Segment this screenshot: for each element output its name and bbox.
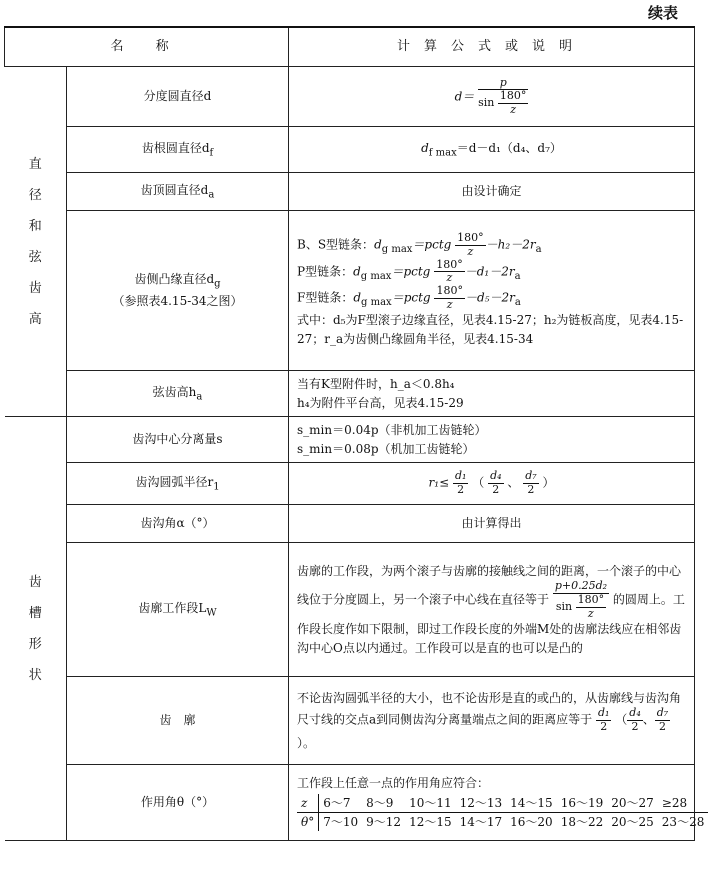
flange-formula-f: F型链条：$d_{g max}=pctg$ $\frac{180^\circ}{z}$ $-d_5-2r_a$ — [297, 284, 521, 311]
chord-height-text: 当有K型附件时，h_a＜0.8h₄ h₄为附件平台高，见表4.15-29 — [289, 371, 695, 417]
z-row: z 6～7 8～9 10～11 12～13 14～15 16～19 20～27 ≥28 — [297, 794, 708, 813]
tip-diameter-text: 由设计确定 — [289, 173, 695, 211]
table-header — [5, 27, 695, 67]
flange-diameter-formulas — [289, 211, 695, 371]
table-row — [5, 505, 695, 543]
flange-formula-bs: B、S型链条：$d_{g max}=pctg$ $\frac{180^\circ}{z}$ $-h_2-2r_a$ — [297, 231, 542, 259]
root-diameter-formula: $d_{f max}=d-d_1(d_4$、d₇） — [289, 127, 695, 173]
groove-angle-name: 齿沟角α（°） — [67, 505, 289, 543]
table-row — [5, 127, 695, 173]
table-row — [5, 371, 695, 417]
group-diameter — [5, 67, 67, 417]
groove-arc-name: 齿沟圆弧半径$r_1$ — [67, 463, 289, 505]
action-angle-intro: 工作段上任意一点的作用角应符合： — [297, 775, 490, 790]
table-row — [5, 677, 695, 765]
groove-angle-text: 由计算得出 — [289, 505, 695, 543]
pitch-diameter-formula: d＝ p sin $\frac{180^\circ}{z}$ — [289, 67, 695, 127]
formula-table — [4, 26, 705, 841]
theta-row: θ° 7～10 9～12 12～15 14～17 16～20 18～22 20～25 23～28 — [297, 813, 708, 832]
flange-diameter-name: 齿侧凸缘直径$d_g$ （参照表4.15-34之图） — [67, 211, 289, 371]
pitch-diameter-name: 分度圆直径d — [67, 67, 289, 127]
profile-name: 齿 廓 — [67, 677, 289, 765]
table-row — [5, 211, 695, 371]
group-groove — [5, 417, 67, 841]
root-diameter-name: 齿根圆直径$d_f$ — [67, 127, 289, 173]
chord-height-name: 弦齿高$h_a$ — [67, 371, 289, 417]
groove-offset-name: 齿沟中心分离量s — [67, 417, 289, 463]
table-row — [5, 463, 695, 505]
table-row — [5, 765, 695, 841]
flange-note: 式中：d₅为F型滚子边缘直径，见表4.15-27；h₂为链板高度，见表4.15-27；r_a为齿侧凸缘圆角半径，见表4.15-34 — [297, 313, 684, 346]
header-name: 名 称 — [5, 27, 289, 67]
table-row — [5, 543, 695, 677]
table-row — [5, 173, 695, 211]
table-row — [5, 417, 695, 463]
continued-label: 续表 — [647, 4, 678, 22]
table-row — [5, 67, 695, 127]
action-angle-name: 作用角θ（°） — [67, 765, 289, 841]
group-diameter-label: 直 径 和 弦 齿 高 — [28, 156, 42, 327]
groove-offset-text: s_min＝0.04p（非机加工齿链轮） s_min＝0.08p（机加工齿链轮） — [289, 417, 695, 463]
tip-diameter-name: 齿顶圆直径$d_a$ — [67, 173, 289, 211]
action-angle-table — [297, 794, 708, 831]
profile-text: 不论齿沟圆弧半径的大小，也不论齿形是直的或凸的，从齿廓线与齿沟角尺寸线的交点a到同侧齿沟分离量端点之间的距离应等于 $\frac{\text{d₁}}{2}$ （ $\frac{\text{d₄}}{2}$ 、 $\frac{\text{d₇}}{2}$ ）。 — [289, 677, 695, 765]
group-groove-label: 齿 槽 形 状 — [28, 574, 42, 683]
header-formula: 计算公式或说明 — [289, 27, 695, 67]
working-section-name: 齿廓工作段$L_W$ — [67, 543, 289, 677]
action-angle-cell — [289, 765, 705, 841]
working-section-text: 齿廓的工作段，为两个滚子与齿廓的接触线之间的距离，一个滚子的中心线位于分度圆上，另一个滚子中心线在直径等于 p+0.25d₂ sin $\frac{180^\circ}{z}$ 的圆周上。工作段长度作如下限制，即过工作段长度的外端M处的齿廓法线应在相邻齿沟中心O点以内通过。工作段可以是直的也可以是凸的 — [289, 543, 695, 677]
groove-arc-formula: r₁≤ $\frac{\text{d₁}}{2}$ （ $\frac{\text{d₄}}{2}$ 、 $\frac{\text{d₇}}{2}$ ） — [289, 463, 695, 505]
flange-formula-p: P型链条：$d_{g max}=pctg$ $\frac{180^\circ}{z}$ $-d_1-2r_a$ — [297, 257, 521, 285]
